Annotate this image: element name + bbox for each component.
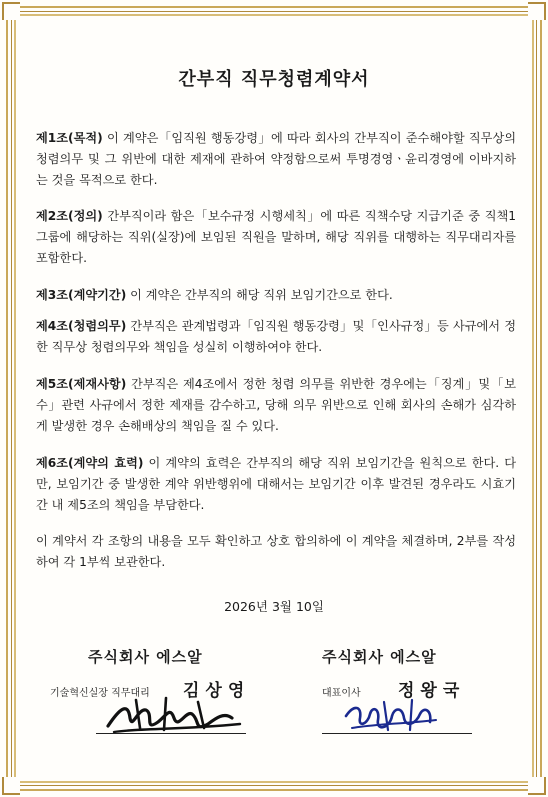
- closing-statement: 이 계약서 각 조항의 내용을 모두 확인하고 상호 합의하에 이 계약을 체결하며, 2부를 작성하여 각 1부씩 보관한다.: [36, 534, 516, 569]
- article-3: [36, 285, 516, 306]
- right-signature-line: [322, 733, 472, 734]
- article-body: 이 계약은「임직원 행동강령」에 따라 회사의 간부직이 준수해야할 직무상의 청렴의무 및 그 위반에 대한 제재에 관하여 약정함으로써 투명경영ㆍ윤리경영에 이바지하는 것을 목적으로 한다.: [36, 131, 516, 187]
- article-4: [36, 316, 516, 358]
- article-heading: 제6조(계약의 효력): [36, 456, 144, 470]
- article-6: [36, 453, 516, 516]
- left-signatory-name: 김상영: [183, 681, 251, 701]
- article-5: [36, 374, 516, 437]
- article-body: 이 계약은 간부직의 해당 직위 보임기간으로 한다.: [126, 288, 393, 302]
- right-signatory-role: 대표이사: [322, 688, 361, 699]
- corner-ornament: [528, 2, 546, 20]
- article-heading: 제5조(제재사항): [36, 377, 127, 391]
- article-body: 이 계약의 효력은 간부직의 해당 직위 보임기간을 원칙으로 한다. 다만, 보임기간 중 발생한 계약 위반행위에 대해서는 보임기간 이후 발견된 경우라도 시효기간 내 제5조의 책임을 부담한다.: [36, 456, 516, 512]
- article-heading: 제1조(목적): [36, 131, 103, 145]
- right-signatory-name: 정왕국: [398, 681, 466, 701]
- contract-date: 2026년 3월 10일: [224, 599, 324, 614]
- corner-ornament: [2, 777, 20, 795]
- article-heading: 제2조(정의): [36, 209, 103, 223]
- document-title: 간부직 직무청렴계약서: [178, 69, 370, 90]
- article-2: [36, 206, 516, 269]
- article-1: [36, 128, 516, 191]
- left-signature-line: [96, 733, 246, 734]
- article-heading: 제3조(계약기간): [36, 288, 127, 302]
- left-signatory-role: 기술혁신실장 직무대리: [50, 688, 150, 699]
- left-company-name: 주식회사 에스알: [88, 648, 203, 666]
- right-company-name: 주식회사 에스알: [322, 648, 437, 666]
- corner-ornament: [528, 777, 546, 795]
- corner-ornament: [2, 2, 20, 20]
- article-heading: 제4조(청렴의무): [36, 319, 127, 333]
- article-body: 간부직은 제4조에서 정한 청렴 의무를 위반한 경우에는「징계」및「보수」관련 사규에서 정한 제재를 감수하고, 당해 의무 위반으로 인해 회사의 손해가 심각하게 발생한 경우 손해배상의 책임을 질 수 있다.: [36, 377, 516, 433]
- article-body: 간부직은 관계법령과「임직원 행동강령」및「인사규정」등 사규에서 정한 직무상 청렴의무와 책임을 성실히 이행하여야 한다.: [36, 319, 516, 354]
- article-body: 간부직이라 함은「보수규정 시행세칙」에 따른 직책수당 지급기준 중 직책1그룹에 해당하는 직위(실장)에 보임된 직원을 말하며, 해당 직위를 대행하는 직무대리자를 포함한다.: [36, 209, 516, 265]
